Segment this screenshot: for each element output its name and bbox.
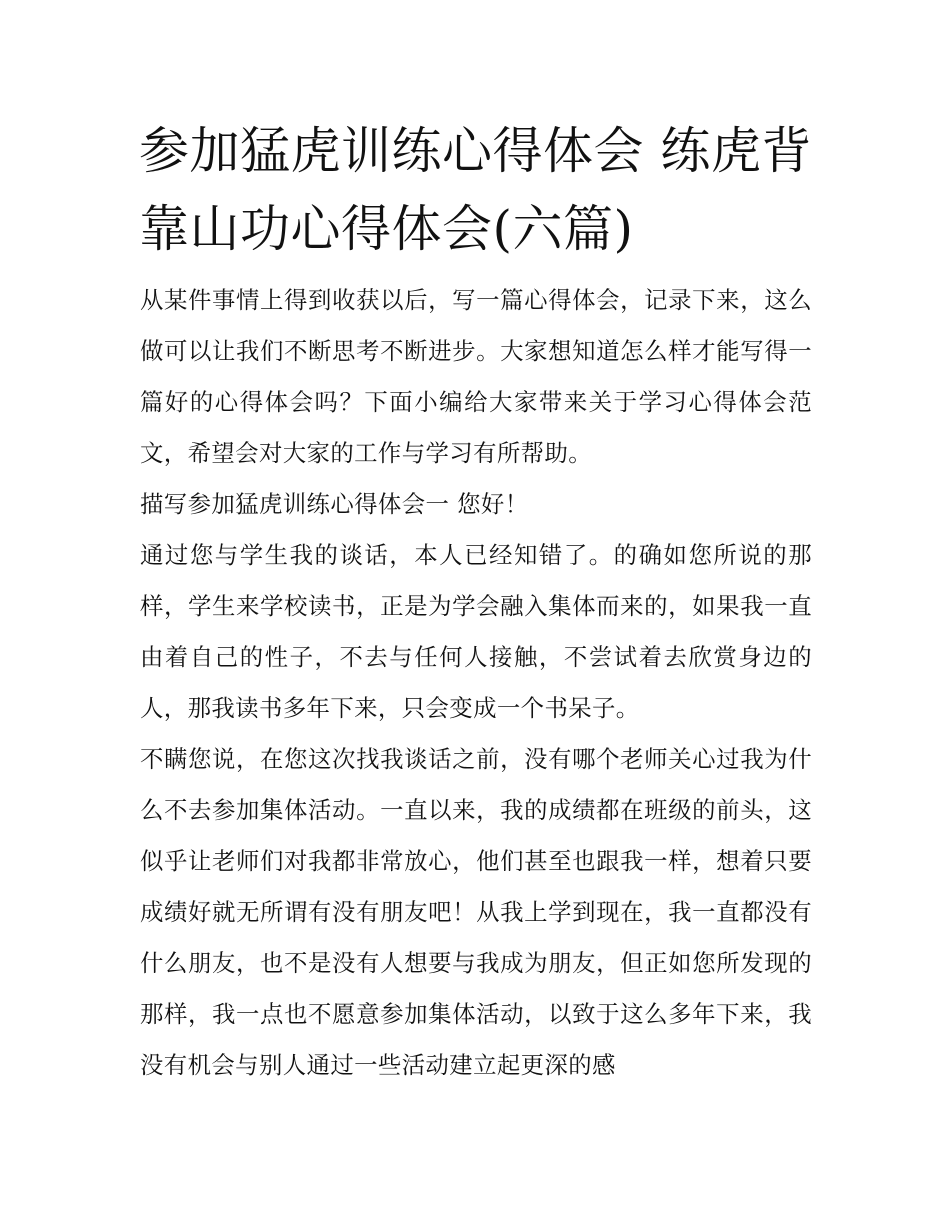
body-paragraph: 不瞒您说，在您这次找我谈话之前，没有哪个老师关心过我为什么不去参加集体活动。一直以来，我的成绩都在班级的前头，这似乎让老师们对我都非常放心，他们甚至也跟我一样，想着只要成绩好就无所谓有没有朋友吧！从我上学到现在，我一直都没有什么朋友，也不是没有人想要与我成为朋友，但正如您所发现的那样，我一点也不愿意参加集体活动，以致于这么多年下来，我没有机会与别人通过一些活动建立起更深的感: [140, 745, 812, 1079]
intro-paragraph: 从某件事情上得到收获以后，写一篇心得体会，记录下来，这么做可以让我们不断思考不断进步。大家想知道怎么样才能写得一篇好的心得体会吗？下面小编给大家带来关于学习心得体会范文，希望会对大家的工作与学习有所帮助。: [140, 286, 812, 467]
document-title: 参加猛虎训练心得体会 练虎背靠山功心得体会(六篇): [139, 122, 812, 258]
body-paragraph: 通过您与学生我的谈话，本人已经知错了。的确如您所说的那样，学生来学校读书，正是为学会融入集体而来的，如果我一直由着自己的性子，不去与任何人接触，不尝试着去欣赏身边的人，那我读书多年下来，只会变成一个书呆子。: [140, 541, 812, 722]
section-heading-paragraph: 描写参加猛虎训练心得体会一 您好！: [140, 490, 529, 518]
document-body: [140, 275, 812, 1091]
